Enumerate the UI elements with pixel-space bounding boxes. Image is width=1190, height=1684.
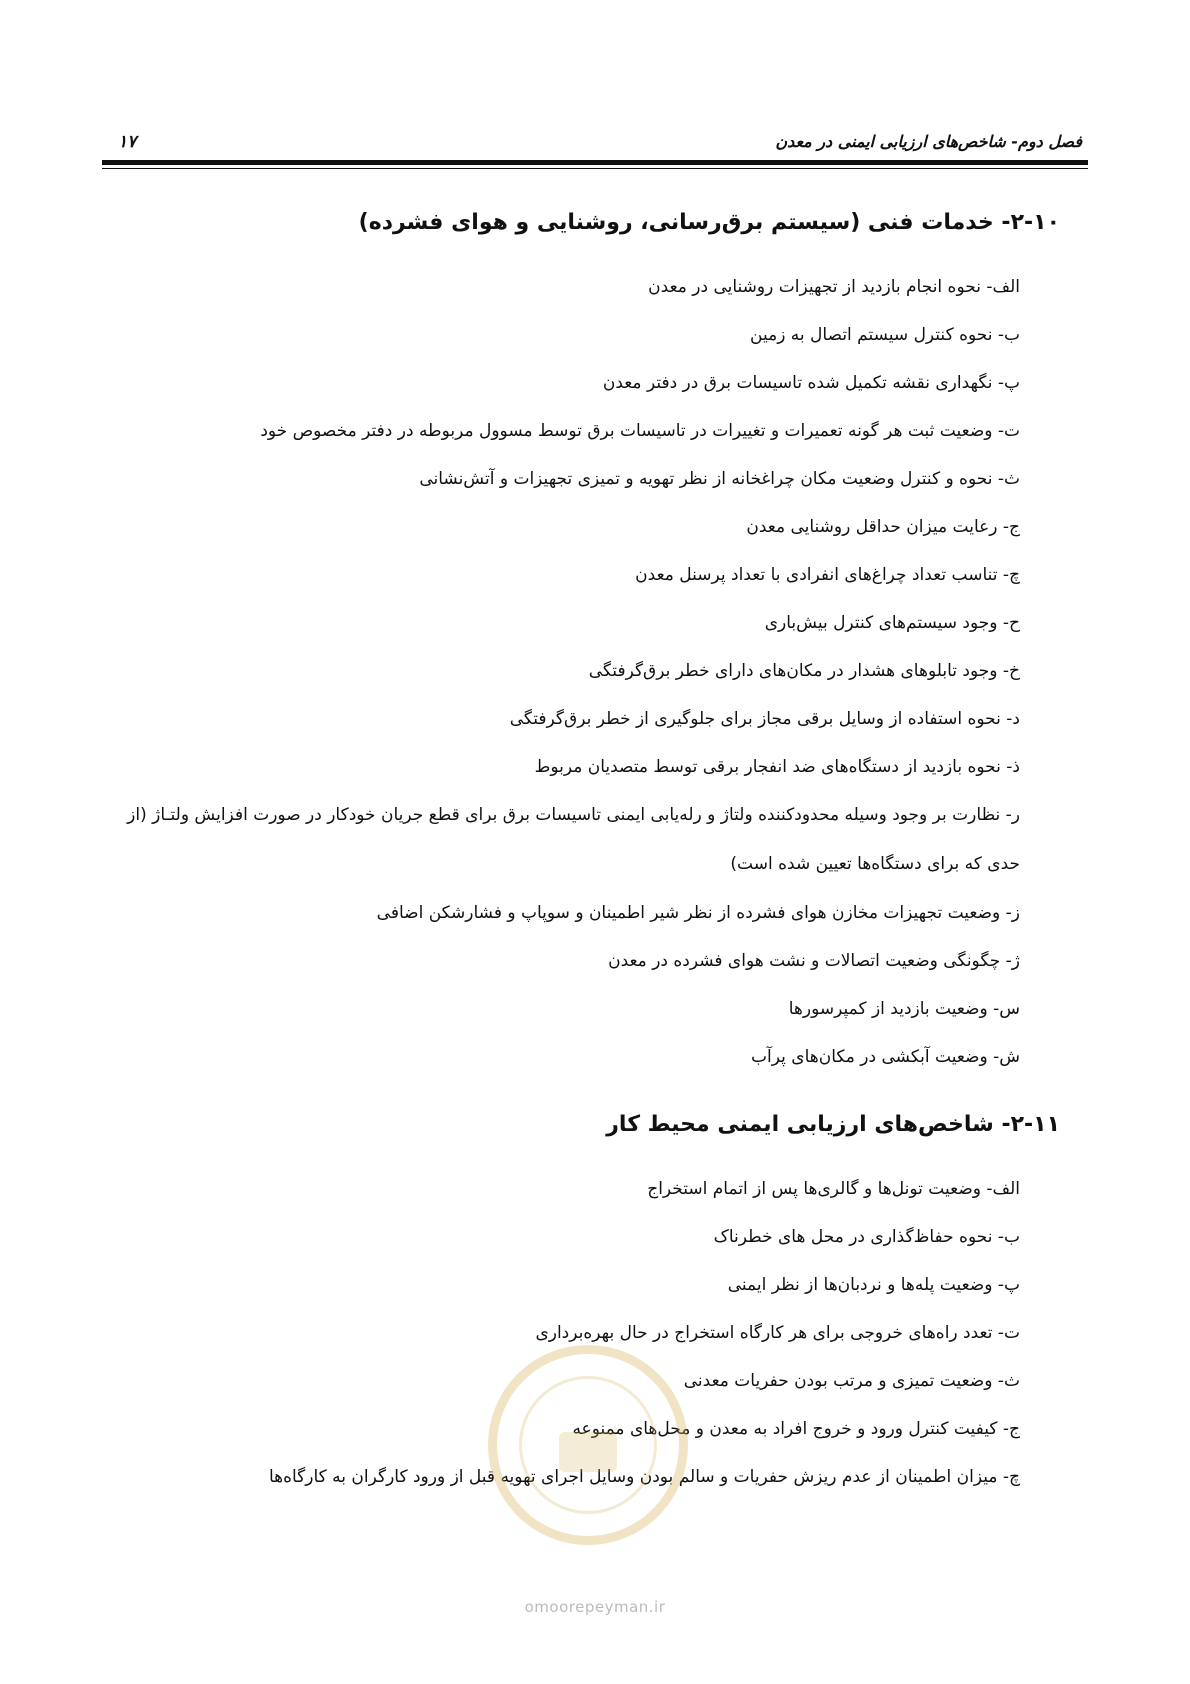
list-item: خ- وجود تابلوهای هشدار در مکان‌های دارای خطر برق‌گرفتگی [588, 661, 1020, 681]
list-item: س- وضعیت بازدید از کمپرسورها [788, 999, 1020, 1019]
list-item: ث- نحوه و کنترل وضعیت مکان چراغخانه از نظر تهویه و تمیزی تجهیزات و آتش‌نشانی [419, 469, 1020, 489]
list-item: ر- نظارت بر وجود وسیله محدودکننده ولتاژ و رله‌یابی ایمنی تاسیسات برق برای قطع جریان خودکار در صورت افزایش ولتـاژ (از حدی که برای دستگاه‌ها تعیین شده است) [127, 805, 1020, 874]
list-item: چ- میزان اطمینان از عدم ریزش حفریات و سالم بودن وسایل اجرای تهویه قبل از ورود کارگران به کارگاه‌ها [268, 1467, 1020, 1487]
list-item: ش- وضعیت آبکشی در مکان‌های پرآب [751, 1047, 1020, 1067]
section-heading-technical-services: ۲-۱۰- خدمات فنی (سیستم برق‌رسانی، روشنایی و هوای فشرده) [358, 210, 1060, 235]
header-rule-thick [102, 160, 1088, 165]
workplace-safety-list [118, 1165, 1060, 1501]
list-item: ز- وضعیت تجهیزات مخازن هوای فشرده از نظر شیر اطمینان و سوپاپ و فشارشکن اضافی [376, 903, 1020, 923]
section-gap [118, 1081, 1060, 1107]
section-heading-workplace-safety: ۲-۱۱- شاخص‌های ارزیابی ایمنی محیط کار [606, 1112, 1060, 1137]
page-number: ۱۷ [118, 132, 137, 152]
header-rule-thin [102, 168, 1088, 169]
list-item: ذ- نحوه بازدید از دستگاه‌های ضد انفجار برقی توسط متصدیان مربوط [534, 757, 1020, 777]
technical-services-list [118, 263, 1060, 1081]
list-item: ب- نحوه حفاظ‌گذاری در محل های خطرناک [713, 1227, 1020, 1247]
list-item: ج- رعایت میزان حداقل روشنایی معدن [746, 517, 1020, 537]
page-content [118, 205, 1060, 1501]
list-item: پ- وضعیت پله‌ها و نردبان‌ها از نظر ایمنی [727, 1275, 1020, 1295]
list-item: پ- نگهداری نقشه تکمیل شده تاسیسات برق در دفتر معدن [602, 373, 1020, 393]
list-item: ج- کیفیت کنترل ورود و خروج افراد به معدن و محل‌های ممنوعه [572, 1419, 1020, 1439]
watermark-site-url: omoorepeyman.ir [524, 1598, 666, 1616]
list-item: ژ- چگونگی وضعیت اتصالات و نشت هوای فشرده در معدن [608, 951, 1020, 971]
list-item: ت- وضعیت ثبت هر گونه تعمیرات و تغییرات در تاسیسات برق توسط مسوول مربوطه در دفتر مخصوص خود [260, 421, 1020, 441]
list-item: د- نحوه استفاده از وسایل برقی مجاز برای جلوگیری از خطر برق‌گرفتگی [509, 709, 1020, 729]
list-item: ب- نحوه کنترل سیستم اتصال به زمین [750, 325, 1020, 345]
list-item: ح- وجود سیستم‌های کنترل بیش‌باری [764, 613, 1020, 633]
list-item: الف- وضعیت تونل‌ها و گالری‌ها پس از اتمام استخراج [647, 1179, 1020, 1199]
list-item: ث- وضعیت تمیزی و مرتب بودن حفریات معدنی [683, 1371, 1020, 1391]
list-item: ت- تعدد راه‌های خروجی برای هر کارگاه استخراج در حال بهره‌برداری [535, 1323, 1020, 1343]
list-item: چ- تناسب تعداد چراغ‌های انفرادی با تعداد پرسنل معدن [635, 565, 1020, 585]
list-item: الف- نحوه انجام بازدید از تجهیزات روشنایی در معدن [648, 277, 1020, 297]
running-title: فصل دوم- شاخص‌های ارزیابی ایمنی در معدن [775, 132, 1082, 151]
